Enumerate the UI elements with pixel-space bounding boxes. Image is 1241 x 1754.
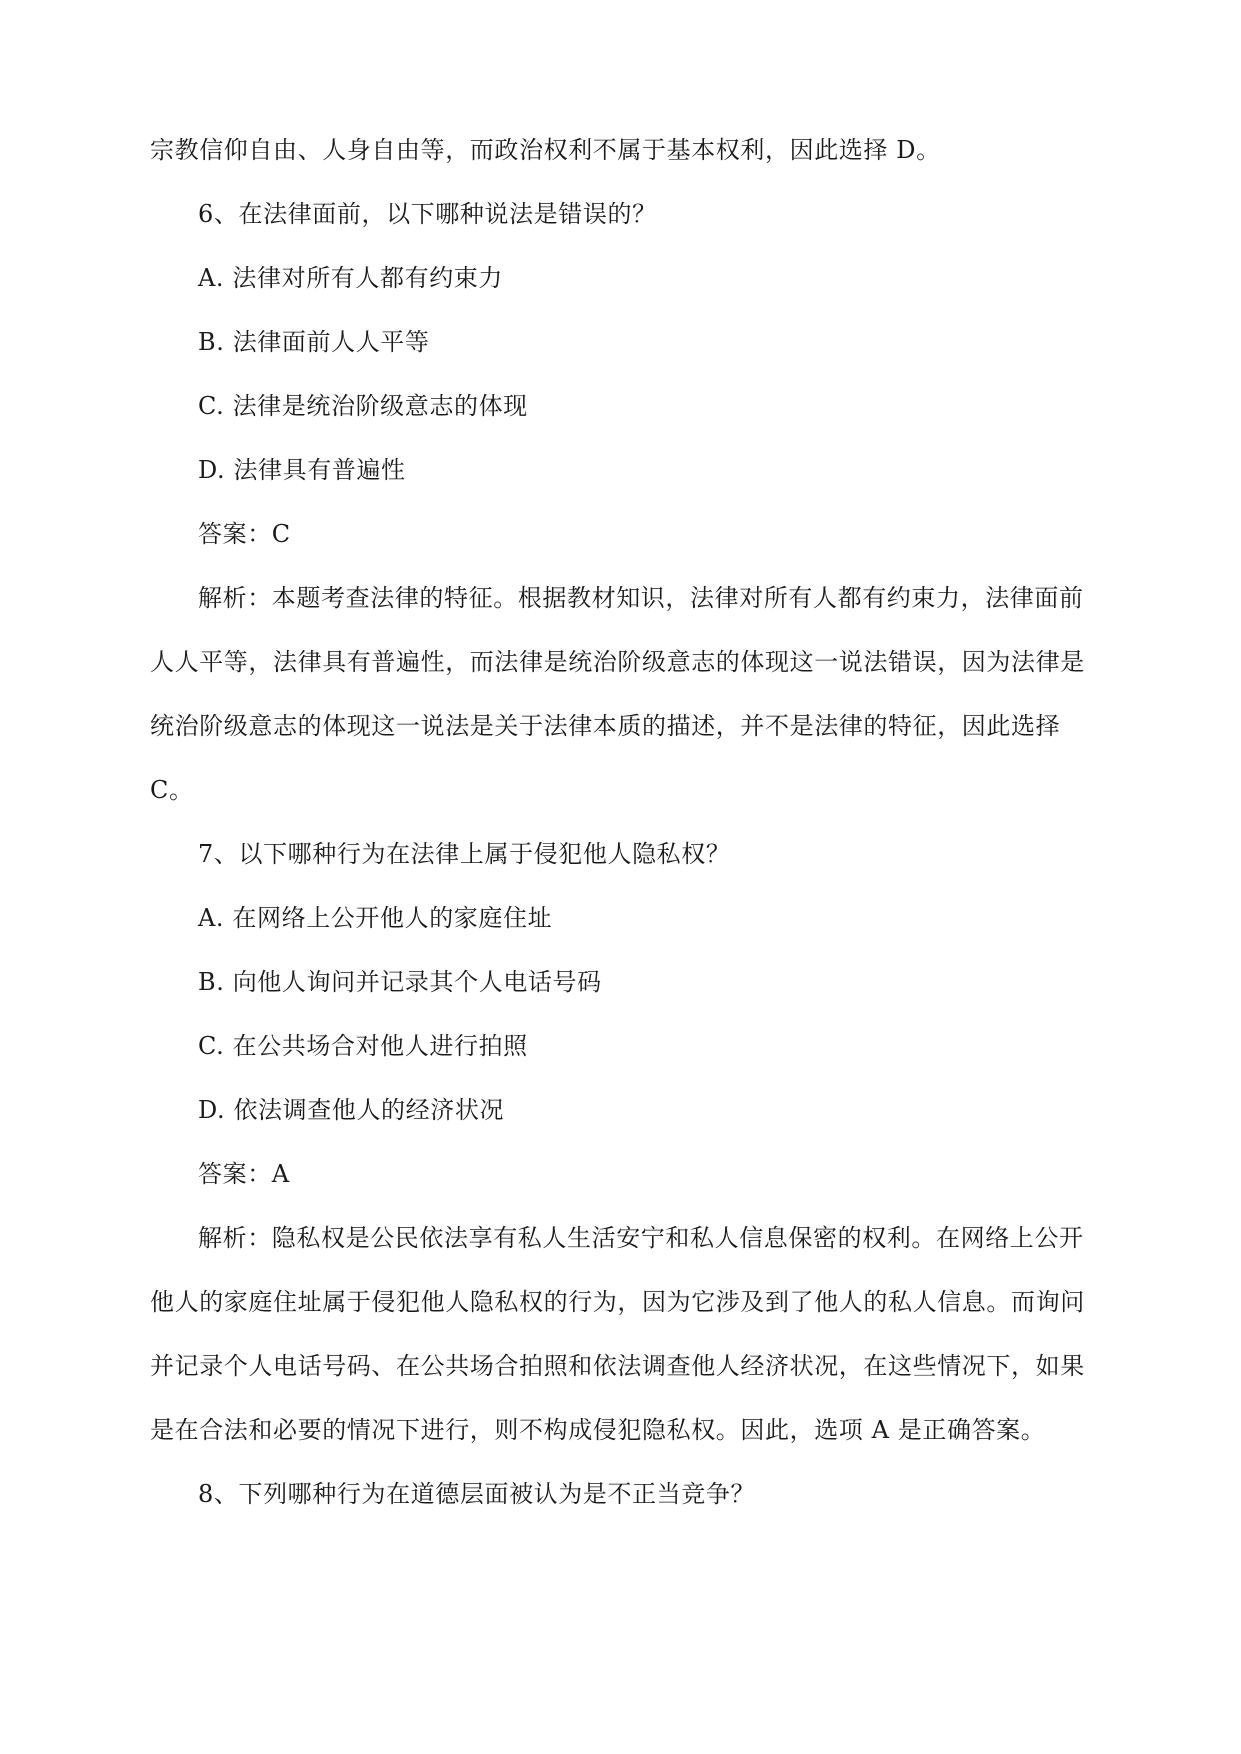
analysis-line: 是在合法和必要的情况下进行，则不构成侵犯隐私权。因此，选项 A 是正确答案。 <box>150 1416 1046 1444</box>
document-page <box>150 134 1090 1542</box>
paragraph-continuation: 宗教信仰自由、人身自由等，而政治权利不属于基本权利，因此选择 D。 <box>150 136 941 164</box>
option-c: C. 在公共场合对他人进行拍照 <box>198 1032 528 1060</box>
analysis-paragraph <box>150 582 1090 806</box>
question-stem: 6、在法律面前，以下哪种说法是错误的？ <box>198 200 657 228</box>
analysis-line: 解析：隐私权是公民依法享有私人生活安宁和私人信息保密的权利。在网络上公开 <box>198 1224 1084 1252</box>
option-a: A. 在网络上公开他人的家庭住址 <box>198 904 553 932</box>
analysis-line: C。 <box>150 776 194 804</box>
analysis-line: 他人的家庭住址属于侵犯他人隐私权的行为，因为它涉及到了他人的私人信息。而询问 <box>150 1288 1085 1316</box>
question-stem: 7、以下哪种行为在法律上属于侵犯他人隐私权？ <box>198 840 731 868</box>
question-7 <box>150 838 1090 1446</box>
option-b: B. 向他人询问并记录其个人电话号码 <box>198 968 602 996</box>
analysis-line: 统治阶级意志的体现这一说法是关于法律本质的描述，并不是法律的特征，因此选择 <box>150 712 1061 740</box>
option-d: D. 法律具有普遍性 <box>198 456 406 484</box>
question-8 <box>150 1478 1090 1510</box>
option-d: D. 依法调查他人的经济状况 <box>198 1096 505 1124</box>
analysis-line: 并记录个人电话号码、在公共场合拍照和依法调查他人经济状况，在这些情况下，如果 <box>150 1352 1085 1380</box>
option-c: C. 法律是统治阶级意志的体现 <box>198 392 528 420</box>
answer-line: 答案：A <box>198 1160 290 1188</box>
option-a: A. 法律对所有人都有约束力 <box>198 264 503 292</box>
question-stem: 8、下列哪种行为在道德层面被认为是不正当竞争？ <box>198 1480 756 1508</box>
answer-line: 答案：C <box>198 520 291 548</box>
question-6 <box>150 198 1090 806</box>
option-b: B. 法律面前人人平等 <box>198 328 430 356</box>
analysis-paragraph <box>150 1222 1090 1446</box>
analysis-line: 人人平等，法律具有普遍性，而法律是统治阶级意志的体现这一说法错误，因为法律是 <box>150 648 1085 676</box>
analysis-line: 解析：本题考查法律的特征。根据教材知识，法律对所有人都有约束力，法律面前 <box>198 584 1084 612</box>
